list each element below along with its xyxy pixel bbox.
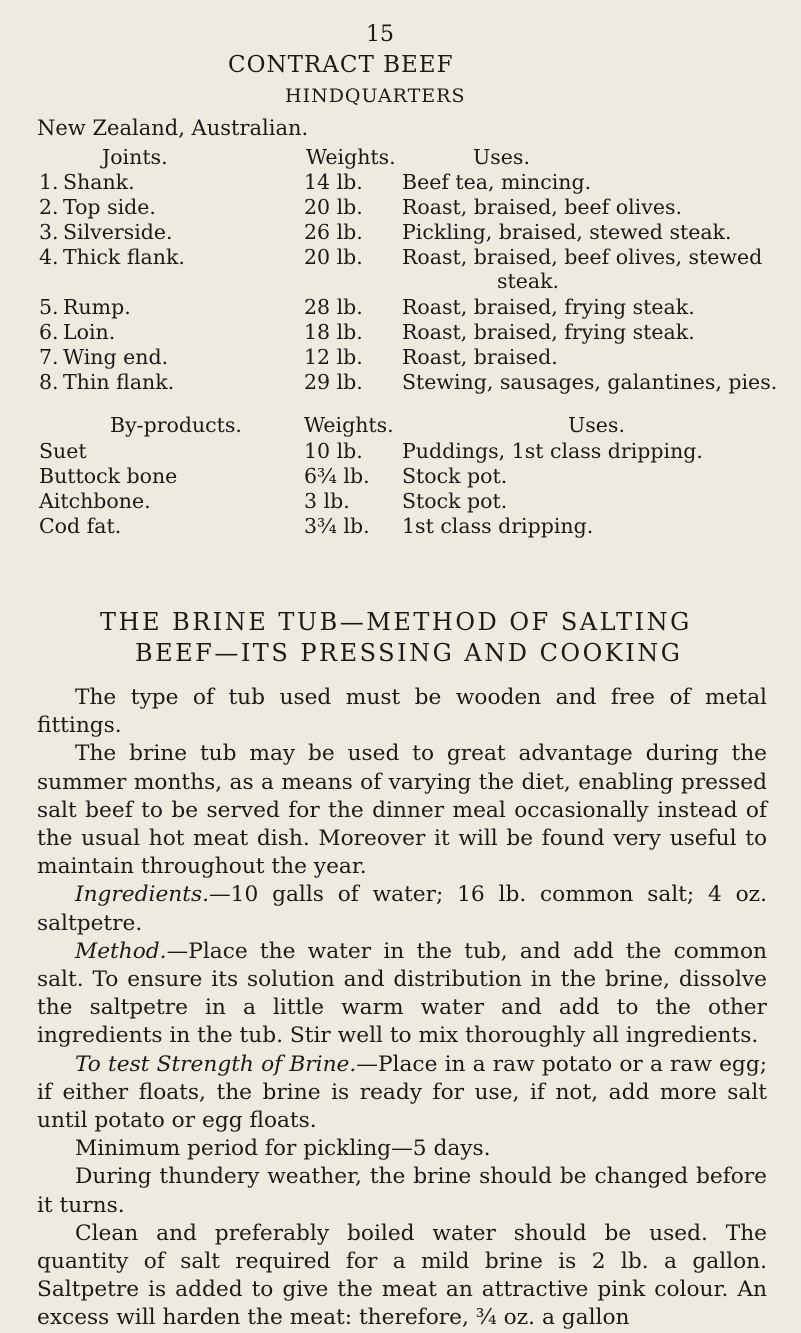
paragraph: The brine tub may be used to great advantage during the summer months, as a means of varying the diet, enabling pressed salt beef to be served for the dinner meal occasionally instead of the usual hot meat dish. Moreover it will be found very useful to maintain throughout the year. <box>37 741 767 880</box>
joint-name: Wing end. <box>63 345 169 369</box>
paragraph: During thundery weather, the brine should be changed before it turns. <box>37 1164 767 1218</box>
joint-weight: 26 lb. <box>304 220 363 244</box>
row-number: 1. <box>39 170 59 194</box>
article-body <box>37 684 767 1333</box>
byproduct-name: Aitchbone. <box>39 489 151 513</box>
paragraph <box>37 1051 767 1136</box>
byproduct-weight: 3¾ lb. <box>304 514 370 538</box>
test-strength-text: —Place in a raw potato or a raw egg; if either floats, the brine is ready for use, if not, add more salt until potato or egg floats. <box>37 1051 768 1134</box>
page-subheading: HINDQUARTERS <box>285 85 466 107</box>
row-number: 7. <box>39 345 59 369</box>
row-number: 4. <box>39 245 59 269</box>
weights-header: Weights. <box>306 145 396 169</box>
page-heading: CONTRACT BEEF <box>228 52 454 78</box>
row-number: 5. <box>39 295 59 319</box>
byproduct-name: Buttock bone <box>39 464 178 488</box>
joint-weight: 29 lb. <box>304 370 363 394</box>
section-title-line2: BEEF—ITS PRESSING AND COOKING <box>135 639 683 667</box>
table-row <box>0 220 801 246</box>
paragraph <box>37 881 767 937</box>
uses-header: Uses. <box>568 413 625 437</box>
paragraph: The type of tub used must be wooden and free of metal fittings. <box>37 685 767 739</box>
joint-weight: 18 lb. <box>304 320 363 344</box>
method-text: —Place the water in the tub, and add the common salt. To ensure its solution and distribution in the brine, dissolve the saltpetre in a little warm water and add to the other ingredients in the tub. Stir well to mix thoroughly all ingredients. <box>37 938 767 1049</box>
byproduct-uses: 1st class dripping. <box>402 514 594 538</box>
ingredients-text: —10 galls of water; 16 lb. common salt; 4 oz. saltpetre. <box>37 882 767 936</box>
row-number: 8. <box>39 370 59 394</box>
joint-name: Loin. <box>63 320 116 344</box>
table-row <box>0 245 801 271</box>
paragraph: Clean and preferably boiled water should be used. The quantity of salt required for a mild brine is 2 lb. a gallon. Saltpetre is added to give the meat an attractive pink colour. An excess will harden the meat: therefore, ¾ oz. a gallon <box>37 1220 767 1331</box>
byproduct-uses: Stock pot. <box>402 489 508 513</box>
row-number: 2. <box>39 195 59 219</box>
method-label: Method. <box>75 938 167 964</box>
byproduct-weight: 6¾ lb. <box>304 464 370 488</box>
table-row <box>0 370 801 396</box>
origin-note: New Zealand, Australian. <box>37 116 309 140</box>
table-row <box>0 514 801 540</box>
weights-header: Weights. <box>304 413 394 437</box>
ingredients-label: Ingredients. <box>75 882 209 908</box>
table-row <box>0 345 801 371</box>
joints-table-header <box>0 145 801 171</box>
joint-weight: 28 lb. <box>304 295 363 319</box>
page-number: 15 <box>366 22 394 47</box>
row-number: 3. <box>39 220 59 244</box>
paragraph <box>37 938 767 1051</box>
joint-uses: Roast, braised, beef olives, stewed <box>402 245 763 269</box>
joint-name: Top side. <box>63 195 156 219</box>
joint-name: Thick flank. <box>63 245 185 269</box>
joint-uses-continued: steak. <box>497 269 560 293</box>
joint-uses: Stewing, sausages, galantines, pies. <box>402 370 778 394</box>
table-row <box>0 489 801 515</box>
joint-uses: Roast, braised, frying steak. <box>402 320 695 344</box>
table-row <box>0 170 801 196</box>
joint-name: Thin flank. <box>63 370 175 394</box>
joint-weight: 20 lb. <box>304 245 363 269</box>
table-row <box>0 295 801 321</box>
joint-weight: 14 lb. <box>304 170 363 194</box>
section-title-line1: THE BRINE TUB—METHOD OF SALTING <box>100 608 692 636</box>
table-row <box>0 439 801 465</box>
byproduct-weight: 10 lb. <box>304 439 363 463</box>
byproducts-header: By-products. <box>110 413 242 437</box>
joint-uses: Beef tea, mincing. <box>402 170 592 194</box>
joints-header: Joints. <box>102 145 168 169</box>
joint-name: Shank. <box>63 170 135 194</box>
byproduct-weight: 3 lb. <box>304 489 350 513</box>
table-row <box>0 195 801 221</box>
byproduct-uses: Stock pot. <box>402 464 508 488</box>
joint-uses: Roast, braised, beef olives. <box>402 195 682 219</box>
paragraph: Minimum period for pickling—5 days. <box>75 1136 491 1162</box>
joint-name: Silverside. <box>63 220 173 244</box>
test-strength-label: To test Strength of Brine. <box>75 1051 357 1077</box>
joint-weight: 20 lb. <box>304 195 363 219</box>
table-row <box>0 320 801 346</box>
byproduct-name: Suet <box>39 439 87 463</box>
joint-weight: 12 lb. <box>304 345 363 369</box>
joint-uses: Pickling, braised, stewed steak. <box>402 220 732 244</box>
byproduct-uses: Puddings, 1st class dripping. <box>402 439 703 463</box>
byproducts-table-header <box>0 413 801 439</box>
joint-name: Rump. <box>63 295 131 319</box>
joint-uses: Roast, braised, frying steak. <box>402 295 695 319</box>
table-row <box>0 464 801 490</box>
uses-header: Uses. <box>473 145 530 169</box>
row-number: 6. <box>39 320 59 344</box>
byproduct-name: Cod fat. <box>39 514 122 538</box>
joint-uses: Roast, braised. <box>402 345 558 369</box>
